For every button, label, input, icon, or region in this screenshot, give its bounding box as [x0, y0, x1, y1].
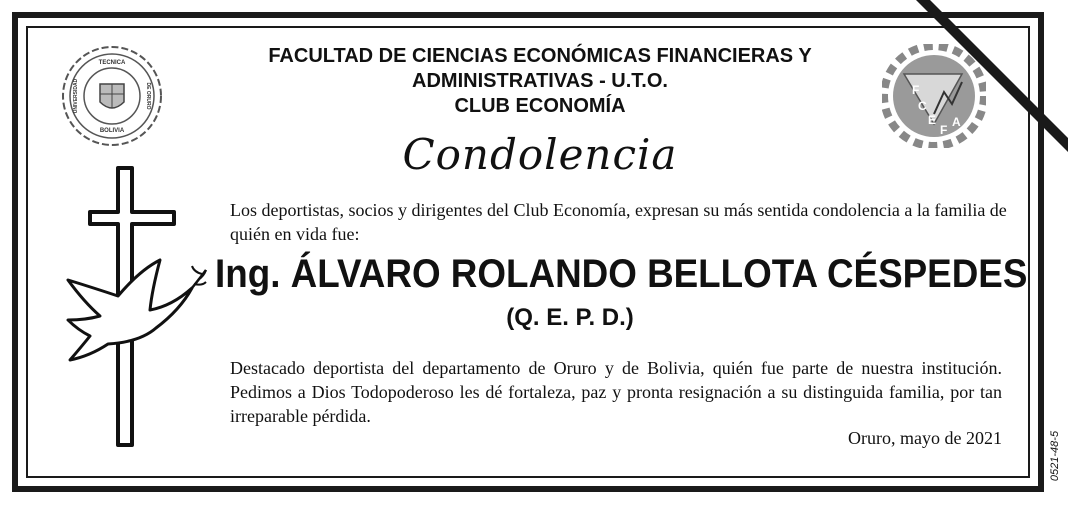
header-line-1: FACULTAD DE CIENCIAS ECONÓMICAS FINANCIERAS Y — [268, 45, 812, 67]
header-line-2: ADMINISTRATIVAS - U.T.O. — [412, 70, 668, 92]
fcefa-gear-icon — [882, 44, 986, 148]
body-paragraph: Destacado deportista del departamento de Oruro y de Bolivia, quién fue parte de nuestra institución. Pedimos a Dios Todopoderoso les dé fortaleza, paz y pronta resignación a su distinguida familia, por tan irreparable pérdida. — [230, 358, 1002, 426]
seal-left-text: UNIVERSIDAD — [73, 78, 79, 114]
ad-code-text: 0521-48-5 — [1049, 430, 1061, 482]
seal-bottom-text: BOLIVIA — [99, 128, 125, 134]
fcefa-letter-4: F — [940, 123, 948, 137]
university-seal-icon — [60, 44, 164, 148]
intro-paragraph: Los deportistas, socios y dirigentes del Club Economía, expresan su más sentida condolencia a la familia de quién en vida fue: — [230, 200, 1007, 244]
deceased-name: Ing. ÁLVARO ROLANDO BELLOTA CÉSPEDES — [215, 252, 1028, 296]
fcefa-letter-1: F — [912, 83, 920, 97]
cross-and-dove-icon — [60, 160, 210, 455]
qepd-label: (Q. E. P. D.) — [506, 304, 634, 331]
fcefa-letter-3: E — [928, 113, 937, 127]
organization-header — [190, 44, 890, 119]
header-line-3: CLUB ECONOMÍA — [454, 95, 626, 117]
ad-code — [1048, 412, 1062, 502]
seal-right-text: DE ORURO — [145, 82, 151, 110]
fcefa-letter-5: A — [952, 115, 961, 129]
page-title: Condolencia — [402, 130, 678, 179]
fcefa-letter-2: C — [918, 99, 927, 113]
seal-top-text: TECNICA — [98, 60, 126, 66]
place-date: Oruro, mayo de 2021 — [848, 428, 1002, 448]
